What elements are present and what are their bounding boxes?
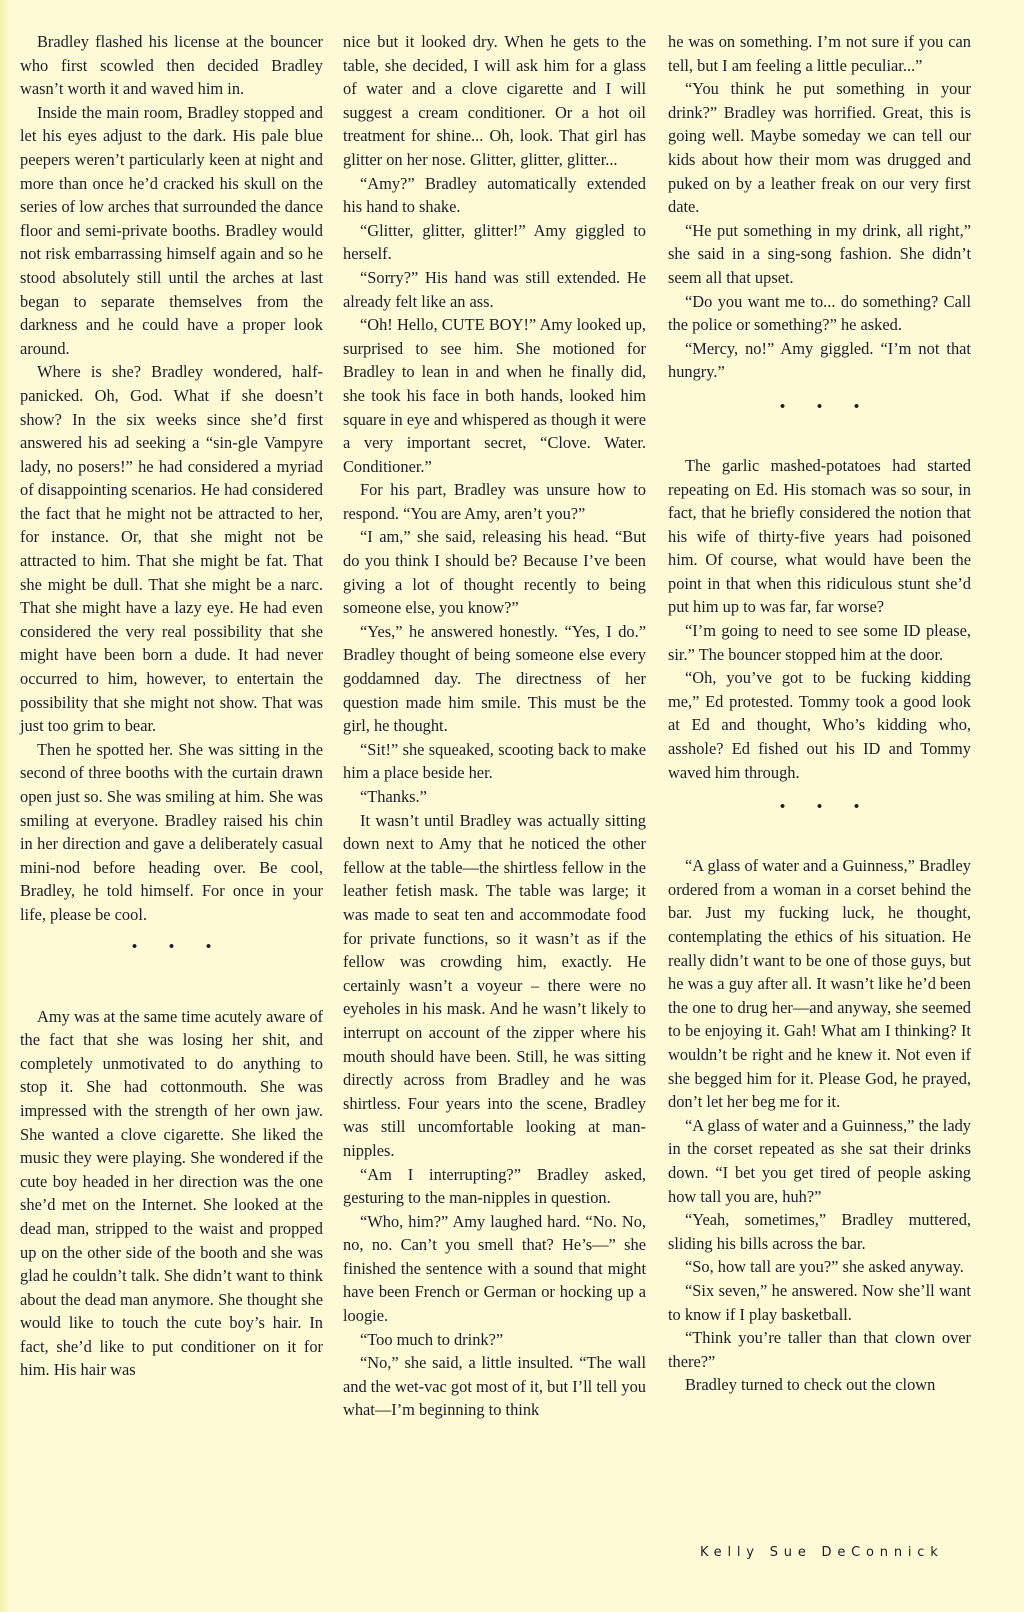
paragraph: “Sit!” she squeaked, scooting back to make him a place beside her. [343,739,646,783]
text-column-1 [20,30,323,1382]
paragraph-continued: he was on something. I’m not sure if you can tell, but I am feeling a little peculiar...” [668,32,971,75]
section-break-dots: • • • [779,398,874,415]
paragraph: “Too much to drink?” [360,1329,504,1349]
section-break-dots: • • • [131,938,226,955]
paragraph: “Oh, you’ve got to be fucking kidding me,” Ed protested. Tommy took a good look at Ed and thought, Who’s kidding who, asshole? Ed fished out his ID and Tommy waved him through. [668,668,971,782]
paragraph: “Amy?” Bradley automatically extended his hand to shake. [343,173,646,217]
paragraph: “Yes,” he answered honestly. “Yes, I do.” Bradley thought of being someone else every goddamned day. The directness of her question made him smile. This must be the girl, he thought. [343,621,646,736]
paragraph: “Think you’re taller than that clown over there?” [668,1328,971,1371]
paragraph: It wasn’t until Bradley was actually sitting down next to Amy that he noticed the other fellow at the table—the shirtless fellow in the leather fetish mask. The table was large; it was made to seat ten and accommodate food for private functions, so it wasn’t as if the fellow was crowding him, exactly. He certainly wasn’t a voyeur – there were no eyeholes in his mask. And he wasn’t likely to interrupt on account of the zipper where his mouth should have been. Still, he was sitting directly across from Bradley and he was shirtless. Four years into the scene, Bradley was still uncomfortable looking at man-nipples. [343,810,646,1160]
paragraph: “Yeah, sometimes,” Bradley muttered, sliding his bills across the bar. [668,1210,971,1253]
paragraph: Then he spotted her. She was sitting in the second of three booths with the curtain drawn open just so. She was smiling at him. She was smiling at everyone. Bradley raised his chin in her direction and gave a deliberately casual mini-nod before heading over. Be cool, Bradley, he told himself. For once in your life, please be cool. [20,739,323,924]
paragraph: “Oh! Hello, CUTE BOY!” Amy looked up, surprised to see him. She motioned for Bradley to lean in and when he finally did, she took his face in both hands, looked him square in eye and whispered as though it were a very important secret, “Clove. Water. Conditioner.” [343,315,646,476]
paragraph: “A glass of water and a Guinness,” the lady in the corset repeated as she sat their drinks down. “I bet you get tired of people asking how tall you are, huh?” [668,1115,971,1206]
paragraph: Inside the main room, Bradley stopped and let his eyes adjust to the dark. His pale blue peepers weren’t particularly keen at night and more than once he’d cracked his skull on the series of low arches that surrounded the dance floor and semi-private booths. Bradley would not risk embarrassing himself again and so he stood absolutely still until the arches at last began to separate themselves from the darkness and he could have a proper look around. [20,102,323,358]
paragraph: Where is she? Bradley wondered, half-panicked. Oh, God. What if she doesn’t show? In the six weeks since she’d first answered his ad seeking a “sin-gle Vampyre lady, no posers!” he had considered a myriad of disappointing scenarios. He had considered the fact that he might not be attracted to her, for instance. Or, that she might not be attracted to him. That she might be fat. That she might be dull. That she might be a narc. That she might have a lazy eye. He had even considered the very real possibility that she might have been born a dude. It had never occurred to him, however, to entertain the possibility that she might not show. That was just too grim to bear. [20,362,323,736]
paragraph: “Who, him?” Amy laughed hard. “No. No, no, no. Can’t you smell that? He’s—” she finished the sentence with a sound that might have been French or German or hocking up a loogie. [343,1211,646,1326]
paragraph: The garlic mashed-potatoes had started repeating on Ed. His stomach was so sour, in fact, that he briefly considered the notion that his wife of thirty-five years had poisoned him. Of course, what would have been the point in that when this ridiculous stunt she’d put him up to was far, far worse? [668,455,971,617]
text-column-2 [343,30,646,1422]
text-column-3 [668,30,971,1397]
page-edge-shadow [0,0,10,1612]
paragraph: “Sorry?” His hand was still extended. He already felt like an ass. [343,267,646,311]
paragraph: “He put something in my drink, all right,” she said in a sing-song fashion. She didn’t seem all that upset. [668,220,971,287]
paragraph: “No,” she said, a little insulted. “The wall and the wet-vac got most of it, but I’ll tell you what—I’m beginning to think [343,1353,646,1420]
paragraph: Amy was at the same time acutely aware of the fact that she was losing her shit, and completely unmotivated to do anything to stop it. She had cottonmouth. She was impressed with the strength of her own jaw. She wanted a clove cigarette. She liked the music they were playing. She wondered if the cute boy headed in her direction was the one she’d met on the Internet. She looked at the dead man, stripped to the waist and propped up on the other side of the booth and she was glad he couldn’t talk. She didn’t want to think about the dead man anymore. She thought she would like to touch the cute boy’s hair. In fact, she’d like to put conditioner on it for him. His hair was [20,1006,323,1380]
paragraph-continued: nice but it looked dry. When he gets to the table, she decided, I will ask him for a glass of water and a clove cigarette and I will suggest a cream conditioner. Or a hot oil treatment for shine... Oh, look. That girl has glitter on her nose. Glitter, glitter, glitter... [343,32,646,169]
paragraph: “Mercy, no!” Amy giggled. “I’m not that hungry.” [668,338,971,382]
paragraph: “Six seven,” he answered. Now she’ll want to know if I play basketball. [668,1280,971,1324]
paragraph: “So, how tall are you?” she asked anyway. [685,1257,964,1277]
section-break-dots: • • • [779,799,874,816]
paragraph: For his part, Bradley was unsure how to respond. “You are Amy, aren’t you?” [343,480,646,523]
paragraph: “Thanks.” [360,787,427,806]
paragraph: “Glitter, glitter, glitter!” Amy giggled to herself. [343,220,646,264]
paragraph: “I’m going to need to see some ID please, sir.” The bouncer stopped him at the door. [668,621,971,664]
paragraph: Bradley turned to check out the clown [685,1375,936,1395]
paragraph: “Do you want me to... do something? Call the police or something?” he asked. [668,291,971,335]
paragraph: “You think he put something in your drink?” Bradley was horrified. Great, this is going well. Maybe someday we can tell our kids about how their mom was drugged and puked on by a leather freak on our very first date. [668,79,971,217]
paragraph: Bradley flashed his license at the bouncer who first scowled then decided Bradley wasn’t worth it and waved him in. [20,32,323,99]
paragraph: “Am I interrupting?” Bradley asked, gesturing to the man-nipples in question. [343,1164,646,1208]
footer-author-name: Kelly Sue DeConnick [700,1545,944,1560]
paragraph: “I am,” she said, releasing his head. “But do you think I should be? Because I’ve been giving a lot of thought recently to being someone else, you know?” [343,527,646,618]
paragraph: “A glass of water and a Guinness,” Bradley ordered from a woman in a corset behind the bar. Just my fucking luck, he thought, contemplating the ethics of his situation. He really didn’t want to be one of those guys, but he was a guy after all. It wasn’t like he’d been the one to drug her—and anyway, she seemed to be enjoying it. Gah! What am I thinking? It wouldn’t be right and he knew it. Not even if she begged him for it. Please God, he prayed, don’t let her beg me for it. [668,856,971,1112]
